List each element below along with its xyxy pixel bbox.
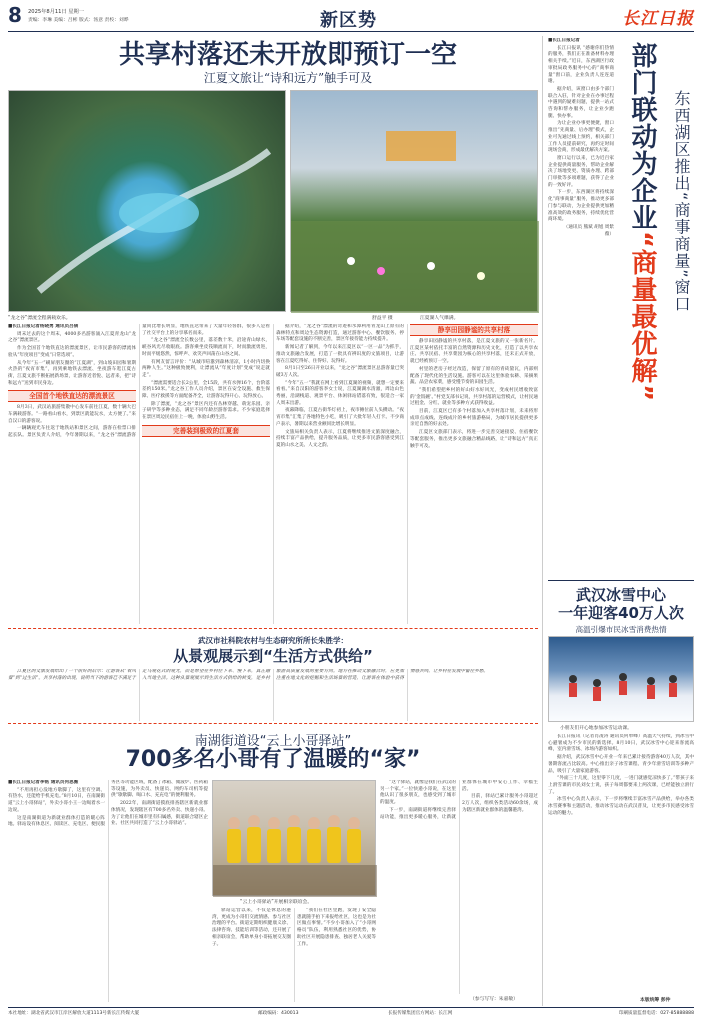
paragraph: 夜幕降临，江夏古街华灯初上，夜市摊位前人头攒动。“夜宵市集”汇集了各地特色小吃，吸引了大批年轻人打卡。不少商户表示，暑期以来营业额同比增长明显。 — [276, 408, 404, 427]
article1-lede: ■长江日报记者杨晓勇 通讯员吕倩 — [8, 324, 79, 329]
article2-body-right — [212, 908, 376, 1002]
paragraph: 一辆辆观光车往返于地铁站和景区之间，游客在检票口排起长队。景区负责人介绍，今年暑期以来，“龙之谷”漂流游客量同比增长明显，地铁直达带来了大量年轻客群，很多人是看了社交平台上的分享慕名而来。 — [8, 324, 270, 439]
paragraph: “漂流需要适合长2公里，全15段，共有水弹16个，台阶落差约150米。”龙之谷工作人员介绍，景区在安全设施、救生保障、医疗救援等方面配备齐全，让游客玩得开心、玩得放心。 — [142, 380, 270, 400]
commentary-headline: 从景观展示到“生活方式供给” — [173, 647, 373, 665]
footer-website: 长报传媒集团官方网站：长江网 — [388, 1011, 453, 1016]
paragraph: 有网友留言评价：“从城市喧嚣到森林清凉，1小时内切换两种人生。”这种极致便利，让漂流从“年度计划”变成“说走就走”。 — [142, 359, 270, 378]
paragraph: 静享田园静谧的共享村落，是江夏文旅的又一张新名片。江夏区某村依托丰富的自然资源和历史文化，打造了以共享农庄、共享民宿、共享菜园为核心的共享村落，还未正式开放，就已经被预订一空。 — [410, 339, 538, 365]
paragraph: 2022年，南湖街道摸底排查辖区新就业群体情况，发现辖区有700多名外卖、快递小哥。为了让他们在城市里有归属感，街道联合辖区企业、社区共同打造了“云上小哥驿站”。 — [111, 801, 208, 827]
column-divider — [542, 36, 543, 1006]
editors: 责编：李琳 美编：吕彬 版式：汤意 责校：刘晔 — [28, 18, 129, 23]
article2-body-far — [380, 780, 538, 994]
article2-lede: ■长江日报记者李铭 通讯员何思薇 — [8, 780, 79, 785]
article1-body — [8, 324, 538, 624]
footer-phone: 印刷质量监督电话：027-85888888 — [618, 1011, 694, 1016]
paragraph: “外面三十几度，这里零下几度，一进门就感觉凉快多了。”带孩子来上滑雪课的市民刘女士说，孩子每周都要来上两次课，已经能独立滑行了。 — [548, 776, 694, 795]
right1-title: 部门联动为企业 — [627, 42, 657, 231]
paragraph: 从今年“五一”刷屏朋友圈的“江夏湖”，到山坡田园和暑期火热的“夜宵市集”，再到乘地铁去漂流、坐夜游车逛江夏古街，江夏文旅不断拓展新场景，让游客近者悦、远者来，把“诗和远方”送到市民身边。 — [8, 360, 136, 386]
paragraph: “我们希望把乡村的好山好水好风光，变成村民增收致富的‘金饭碗’。”村党支部书记说，共享村落的运营模式，让村民通过租金、分红、就业等多种方式获得收益。 — [410, 387, 538, 407]
subhead-3: 静享田园静谧的共享村落 — [410, 324, 538, 336]
paragraph: 下一步，东西湖区将持续深化“商事商量”服务，推动更多部门参与联动，为企业提供更加精准高效的政务服务，持续优化营商环境。 — [548, 190, 614, 223]
article1-subtitle: 江夏文旅让“诗和远方”触手可及 — [203, 71, 373, 85]
paragraph: 据介绍，“龙之谷”漂流的奇迹和水潭利用青龙山上原有的森林特点和周边生态资源打造，通过游客中心、餐饮服务、停车场等配套设施的不断完善，景区年接待能力持续提升。 — [276, 324, 404, 343]
right2-headline: 武汉冰雪中心 — [575, 586, 666, 604]
issue-date: 2025年8月11日 星期一 — [28, 9, 84, 15]
subhead-2: 完善装到极致的江夏套 — [142, 425, 270, 437]
right1-kicker-vertical: 东西湖区推出“商事商量”窗口 — [672, 90, 691, 313]
paragraph: 江夏区的文旅发展给出了一个很好的启示：让游客从“看风景”到“过生活”。共享村落的出现，说明当下的游客已不满足于走马观花式的观光，而是希望在乡村住下来、慢下来，真正融入当地生活。这种从景观展示到生活方式供给的转变，是乡村旅游高质量发展的重要方向。地方在推动文旅融合时，应更加注重在地文化的挖掘和生活场景的营造，让游客在体验中获得情感共鸣，让乡村在发展中留住乡愁。 — [8, 669, 489, 681]
paragraph: “这个驿站，就像是我们在武汉的另一个家。”一位快递小哥说，在这里他认识了很多朋友，也感受到了城市的温度。 — [380, 780, 456, 806]
subhead-1: 全国首个地铁直达的漂流景区 — [8, 390, 136, 402]
paragraph: 下一步，南湖街道将继续完善驿站功能，推出更多暖心服务，让新就业群体在城市中安心工作、幸福生活。 — [380, 780, 538, 820]
ice-rink-photo — [548, 636, 694, 722]
article2-headline: 700多名小哥有了温暖的“家” — [125, 747, 421, 772]
paragraph: 8月1日至26日开业以来，“龙之谷”漂流景区总游客量已突破3万人次。 — [276, 366, 404, 378]
right2-body — [548, 734, 694, 994]
lake-photo-credit: 舒益平 摄 — [372, 316, 393, 321]
lake-photo-caption: 江夏湖人气爆满。 — [420, 316, 459, 321]
right-divider — [548, 580, 694, 581]
paragraph: 目前，驿站已累计服务小哥超过2万人次，组织各类活动60余场，成为辖区新就业群体的温馨港湾。 — [462, 794, 538, 813]
paragraph: 驿站运营以来，不仅是休息的港湾，更成为小哥们交流情感、参与社区治理的平台。街道定期组织健康义诊、法律咨询、技能培训等活动，还开展了相亲联谊会，帮助单身小哥拓展交友圈子。 — [212, 908, 291, 947]
paragraph: 文旅局相关负责人表示，江夏将继续推进文旅深度融合，持续丰富产品供给，提升服务品质，让更多市民游客感受到江夏的山水之美、人文之韵。 — [276, 429, 404, 448]
paragraph: “龙之谷”漂流全长数公里，落差数十米，沿途青山绿水，峡谷风光尽收眼底。游客乘坐皮筏顺流而下，时而激流勇进，时而平缓悠然，惊呼声、欢笑声回荡在山谷之间。 — [142, 338, 270, 357]
rafting-photo-caption: “龙之谷”漂流全程满载欢乐。 — [8, 316, 71, 321]
courier-group-photo — [212, 780, 376, 896]
paragraph: 村里的老房子经过改造，保留了原有的青砖黛瓦，内部则配备了现代化的生活设施。游客可以在这里体验农耕、采摘果蔬、品尝农家菜，感受慢节奏的田园生活。 — [410, 366, 538, 386]
courier-photo-caption: “云上小哥驿站”开展相亲联谊会。 — [240, 900, 313, 905]
paragraph: “我们在社区里跑，发现了安全隐患就随手拍下来报给社区，这也是为社区做点事情。”不少小哥加入了“小哥网格员”队伍，利用熟悉社区的优势，协助社区开展隐患排查、独居老人关爱等工作。 — [297, 908, 376, 947]
paragraph: 据介绍，该窗口由多个部门联合入驻，针对企业在办事过程中遇到的疑难问题，提供一站式咨询和帮办服务，让企业少跑腿、快办事。 — [548, 86, 614, 119]
lake-photo — [290, 90, 538, 312]
paragraph: “不用再担心没地方歇脚了，这里有空调、有热水，还能给手机充电。”8月10日，在南湖街道“云上小哥驿站”，外卖小哥小王一边喝着水一边说。 — [8, 787, 105, 813]
paragraph: 作为全国首个地铁直达的漂流景区，让市民游客的漂流体验从“年度项目”变成“日常选项”。 — [8, 346, 136, 358]
paragraph: “今年”五一”我就在网上看到江夏湖的视频，就想一定要来看看。”来自汉阳的游客李女士说，江夏湖湖水清澈，周边山色秀丽，沿湖栈道、观景平台、休闲驿站错落有致，很适合一家人周末出游。 — [276, 380, 404, 406]
right2-kicker: 高温引爆市民冰雪消费热情 — [575, 625, 667, 634]
article2-body-left — [8, 780, 208, 1002]
right1-title-highlight: “商量最优解” — [627, 231, 657, 403]
paragraph: 冰雪中心负责人表示，下一步将继续丰富冰雪产品供给，举办各类冰雪赛事和主题活动，推动冰雪运动在武汉普及，让更多市民感受冰雪运动的魅力。 — [548, 797, 694, 816]
paragraph: 除了漂流，“龙之谷”景区内还有丛林穿越、萌宠乐园、亲子研学等多种业态，满足不同年龄层游客需求。不少家庭选择在景区周边民宿住上一晚，体验山野生活。 — [142, 401, 270, 421]
paragraph: 新闻记者了解到，今年以来江夏区以“一区一品”为抓手，推动文旅融合发展，打造了一批具有辨识度的文旅项目，让游客在江夏吃得好、住得好、玩得好。 — [276, 345, 404, 364]
footer-postcode: 邮政编码：430013 — [258, 1011, 299, 1016]
right1-body — [548, 38, 614, 578]
right2-headline2: 一年迎客40万人次 — [558, 604, 684, 622]
ice-rink-caption: 小朋友们开心地参加冰雪运动课。 — [560, 726, 632, 731]
rafting-photo — [8, 90, 286, 312]
commentary-body — [8, 669, 538, 721]
right2-author: 本版统筹 彭仲 — [640, 998, 671, 1003]
right1-author: （通讯员 熊斌 胡旭 周紫薇） — [563, 224, 614, 237]
paragraph: 这是南湖街道为新就业群体打造的暖心阵地。驿站设有休息区、阅读区、充电区、便民服务区等功能区域，配备了冰箱、微波炉、医药箱等设施，为外卖员、快递员、网约车司机等提供“歇歇脚、喝口水、充充电”的便利服务。 — [8, 780, 208, 828]
paragraph: 周末过去的这个周末，4000多名游客涌入江夏青龙山“龙之谷”漂流景区。 — [8, 331, 136, 344]
paragraph: 江夏区文旅部门表示，将进一步完善交通接驳、住宿餐饮等配套服务，推出更多文旅融合精品线路，让“诗和远方”真正触手可及。 — [410, 430, 538, 449]
paragraph: 为让企业办事更便捷，窗口推出“先商量、后办理”模式，企业可先通过线上预约，相关部门工作人员提前研究，再约定时间现场会商，形成最优解决方案。 — [548, 121, 614, 154]
commentary-box — [8, 628, 538, 724]
right1-lede: ■长江日报记者 — [548, 38, 580, 43]
paragraph: 窗口运行以来，已为近百家企业提供商量服务，帮助企业解决了场地变更、资质办理、跨部门审批等多项难题，获得了企业的一致好评。 — [548, 155, 614, 188]
page-number: 8 — [8, 3, 22, 27]
page-header — [8, 4, 694, 32]
page-footer — [8, 1007, 694, 1021]
commentary-byline: 武汉市社科院农村与生态研究所所长朱胜学： — [198, 636, 348, 645]
right1-title-vertical — [618, 42, 658, 402]
article2-pretitle: 南湖街道设“云上小哥驿站” — [194, 734, 352, 749]
paper-logo: 长江日报 — [622, 9, 694, 29]
article2-author: （参与写写：朱嘉敏） — [470, 997, 518, 1002]
article1-title: 共享村落还未开放即预订一空 — [118, 40, 457, 70]
paragraph: 8月3日，武汉站旅游集散中心发车前往江夏，数十辆大巴车满载游客。“一路看山看水，到景区就能玩水，太方便了。”来自汉口的游客说。 — [8, 405, 136, 424]
footer-address: 本社地址：湖北省武汉市江岸区解放大道1113号新长江传媒大厦 — [8, 1011, 140, 1016]
paragraph: 据介绍，武汉冰雪中心开业一年来已累计接待游客40万人次，其中暑期客流占比较高。中心推出亲子冰雪课程、青少年滑雪培训等多种产品，吸引了大量家庭游客。 — [548, 755, 694, 774]
paragraph: 长江日报讯（记者肖凌涛 通讯员何单峰）高温天气持续，到冰雪中心避暑成为不少市民的新选择。8月10日，武汉冰雪中心迎来客流高峰，室内滑雪场、冰场内游客如织。 — [548, 734, 694, 753]
section-title: 新区势 — [320, 10, 377, 31]
paragraph: 目前，江夏区已有多个村落加入共享村落计划，未来将形成串点成线、连线成片的乡村旅游格局，为城市居民提供更多亲近自然的好去处。 — [410, 409, 538, 428]
paragraph: 长江日报讯 “感谢你们热情的服务，我们正在准备材料办理相关手续。”近日，东西湖区行政审批局政务服务中心的“商事商量”窗口前，企业负责人连连道谢。 — [548, 45, 614, 85]
